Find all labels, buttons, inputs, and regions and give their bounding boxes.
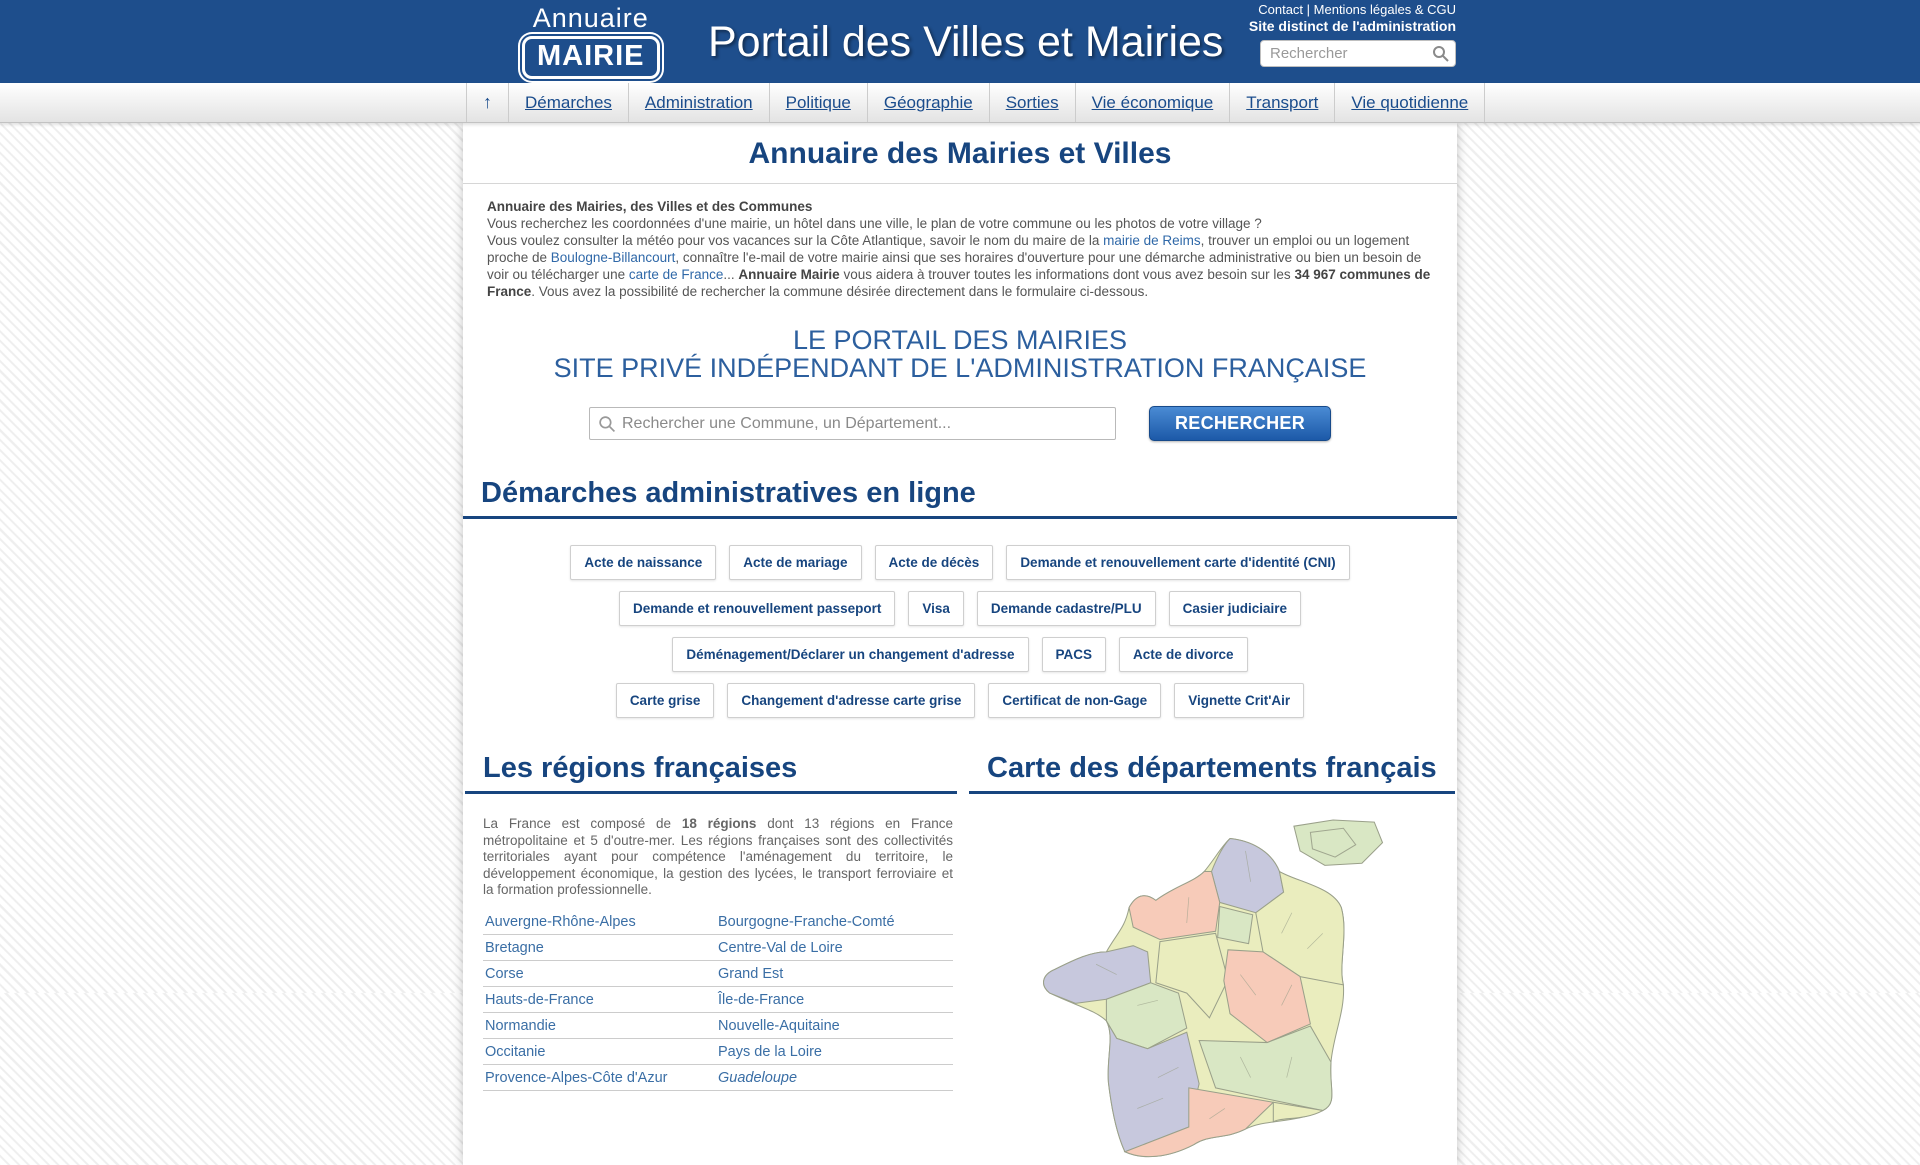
magnifier-icon[interactable]	[1432, 45, 1449, 67]
text-segment: . Vous avez la possibilité de rechercher la commune désirée directement dans le formulaire ci-dessous.	[531, 284, 1149, 299]
region-cell	[718, 940, 951, 956]
region-link[interactable]: Nouvelle-Aquitaine	[718, 1017, 840, 1034]
main-navigation	[0, 83, 1920, 123]
nav-home-arrow-icon[interactable]: ↑	[466, 83, 509, 122]
portal-heading-line1: LE PORTAIL DES MAIRIES	[792, 325, 1128, 355]
nav-item-g-ographie[interactable]: Géographie	[868, 83, 990, 122]
region-row	[483, 961, 953, 987]
demarche-button[interactable]: Déménagement/Déclarer un changement d'adresse	[672, 637, 1028, 672]
commune-search-form	[463, 406, 1457, 441]
links-separator: |	[1303, 2, 1314, 17]
region-link[interactable]: Grand Est	[718, 965, 784, 982]
demarche-button[interactable]: Acte de mariage	[729, 545, 861, 580]
demarche-button[interactable]: Carte grise	[616, 683, 715, 718]
text-segment: dont 13 régions en France métropolitaine et 5 d'outre-mer. Les régions françaises sont des collectivités territoriales ayant pour compétence l'aménagement du territoire, le développement économique, la gestion des lycées, le transport ferroviaire et la formation professionnelle.	[483, 816, 953, 897]
demarches-button-row	[463, 545, 1457, 580]
region-link[interactable]: Occitanie	[485, 1043, 546, 1060]
nav-item-transport[interactable]: Transport	[1230, 83, 1335, 122]
text-segment: 18 régions	[681, 816, 757, 831]
site-title: Portail des Villes et Mairies	[708, 18, 1224, 66]
text-segment: Vous voulez consulter la météo pour vos vacances sur la Côte Atlantique, savoir le nom du maire de la	[487, 233, 1104, 248]
inline-link[interactable]: carte de France	[628, 267, 724, 282]
region-link[interactable]: Guadeloupe	[718, 1069, 798, 1086]
nav-item-vie-quotidienne[interactable]: Vie quotidienne	[1335, 83, 1485, 122]
inline-link[interactable]: Annuaire Mairie	[738, 267, 840, 282]
region-row	[483, 1039, 953, 1065]
region-cell	[485, 1018, 718, 1034]
demarches-button-row	[463, 683, 1457, 718]
site-header	[0, 0, 1920, 83]
demarche-button[interactable]: Certificat de non-Gage	[988, 683, 1161, 718]
demarche-button[interactable]: Demande cadastre/PLU	[977, 591, 1156, 626]
regions-paragraph	[483, 816, 953, 899]
region-row	[483, 909, 953, 935]
map-title: Carte des départements français	[969, 752, 1455, 794]
nav-item-vie-conomique[interactable]: Vie économique	[1076, 83, 1231, 122]
region-link[interactable]: Centre-Val de Loire	[718, 939, 843, 956]
region-link[interactable]: Île-de-France	[718, 991, 805, 1008]
demarche-button[interactable]: Casier judiciaire	[1169, 591, 1301, 626]
region-cell	[485, 940, 718, 956]
region-cell	[485, 966, 718, 982]
text-segment: La France est composé de	[483, 816, 682, 831]
demarche-button[interactable]: Acte de divorce	[1119, 637, 1248, 672]
region-link[interactable]: Auvergne-Rhône-Alpes	[485, 913, 636, 930]
demarche-button[interactable]: Demande et renouvellement carte d'identité (CNI)	[1006, 545, 1349, 580]
contact-link[interactable]: Contact	[1258, 2, 1304, 17]
nav-item-d-marches[interactable]: Démarches	[509, 83, 629, 122]
inline-link[interactable]: mairie de Reims	[1103, 233, 1201, 248]
text-segment: , trouver un emploi ou un logement proche de	[487, 233, 1410, 265]
region-link[interactable]: Bretagne	[485, 939, 544, 956]
demarche-button[interactable]: PACS	[1042, 637, 1107, 672]
region-link[interactable]: Normandie	[485, 1017, 556, 1034]
region-link[interactable]: Hauts-de-France	[485, 991, 594, 1008]
nav-item-sorties[interactable]: Sorties	[990, 83, 1076, 122]
region-cell	[718, 1018, 951, 1034]
header-search-input[interactable]	[1260, 40, 1456, 67]
magnifier-icon	[598, 415, 616, 438]
demarches-button-row	[463, 637, 1457, 672]
nav-item-administration[interactable]: Administration	[629, 83, 770, 122]
region-cell	[718, 1070, 951, 1086]
region-link[interactable]: Bourgogne-Franche-Comté	[718, 913, 895, 930]
text-segment: 34 967 communes de France	[487, 267, 1431, 299]
demarches-button-row	[463, 591, 1457, 626]
region-cell	[485, 1070, 718, 1086]
region-row	[483, 1013, 953, 1039]
regions-section	[465, 752, 957, 1165]
region-row	[483, 935, 953, 961]
region-cell	[718, 992, 951, 1008]
demarche-button[interactable]: Acte de naissance	[570, 545, 716, 580]
site-tagline: Site distinct de l'administration	[1248, 18, 1456, 34]
header-top-links	[1249, 1, 1456, 18]
region-cell	[718, 1044, 951, 1060]
intro-line1: Vous recherchez les coordonnées d'une mairie, un hôtel dans une ville, le plan de votre commune ou les photos de votre village ?	[487, 216, 1262, 231]
mentions-legales-link[interactable]: Mentions légales & CGU	[1313, 2, 1456, 17]
demarche-button[interactable]: Acte de décès	[875, 545, 994, 580]
portal-heading	[463, 326, 1457, 382]
intro-lead: Annuaire des Mairies, des Villes et des Communes	[487, 199, 813, 214]
map-section	[969, 752, 1455, 1165]
region-link[interactable]: Provence-Alpes-Côte d'Azur	[485, 1069, 668, 1086]
site-logo[interactable]	[522, 4, 660, 79]
demarche-button[interactable]: Visa	[908, 591, 964, 626]
region-cell	[485, 914, 718, 930]
intro-rich-text	[487, 232, 1433, 300]
regions-table	[483, 909, 953, 1091]
regions-title: Les régions françaises	[465, 752, 957, 794]
region-row	[483, 987, 953, 1013]
nav-item-politique[interactable]: Politique	[770, 83, 868, 122]
commune-search-input[interactable]	[589, 407, 1116, 440]
text-segment: , connaître l'e-mail de votre mairie ainsi que ses horaires d'ouverture pour une démarche administrative ou bien un besoin de voir ou télécharger une	[487, 250, 1422, 282]
demarche-button[interactable]: Demande et renouvellement passeport	[619, 591, 895, 626]
demarche-button[interactable]: Changement d'adresse carte grise	[727, 683, 975, 718]
logo-annuaire-text: Annuaire	[532, 3, 649, 33]
region-cell	[718, 914, 951, 930]
text-segment: ...	[723, 267, 739, 282]
demarches-title: Démarches administratives en ligne	[463, 477, 1457, 519]
inline-link[interactable]: Boulogne-Billancourt	[550, 250, 676, 265]
text-segment: vous aidera à trouver toutes les informations dont vous avez besoin sur les	[839, 267, 1295, 282]
main-content	[463, 123, 1457, 1165]
demarche-button[interactable]: Vignette Crit'Air	[1174, 683, 1304, 718]
page-title: Annuaire des Mairies et Villes	[463, 137, 1457, 184]
region-row	[483, 1065, 953, 1091]
france-departments-map[interactable]	[969, 820, 1455, 1165]
region-cell	[485, 1044, 718, 1060]
intro-paragraph	[463, 184, 1457, 300]
rechercher-button[interactable]: RECHERCHER	[1149, 406, 1331, 441]
region-cell	[485, 992, 718, 1008]
demarches-section	[463, 477, 1457, 718]
region-cell	[718, 966, 951, 982]
region-link[interactable]: Pays de la Loire	[718, 1043, 822, 1060]
portal-heading-line2: SITE PRIVÉ INDÉPENDANT DE L'ADMINISTRATION FRANÇAISE	[553, 353, 1367, 383]
logo-mairie-text: MAIRIE	[522, 36, 660, 79]
region-link[interactable]: Corse	[485, 965, 524, 982]
